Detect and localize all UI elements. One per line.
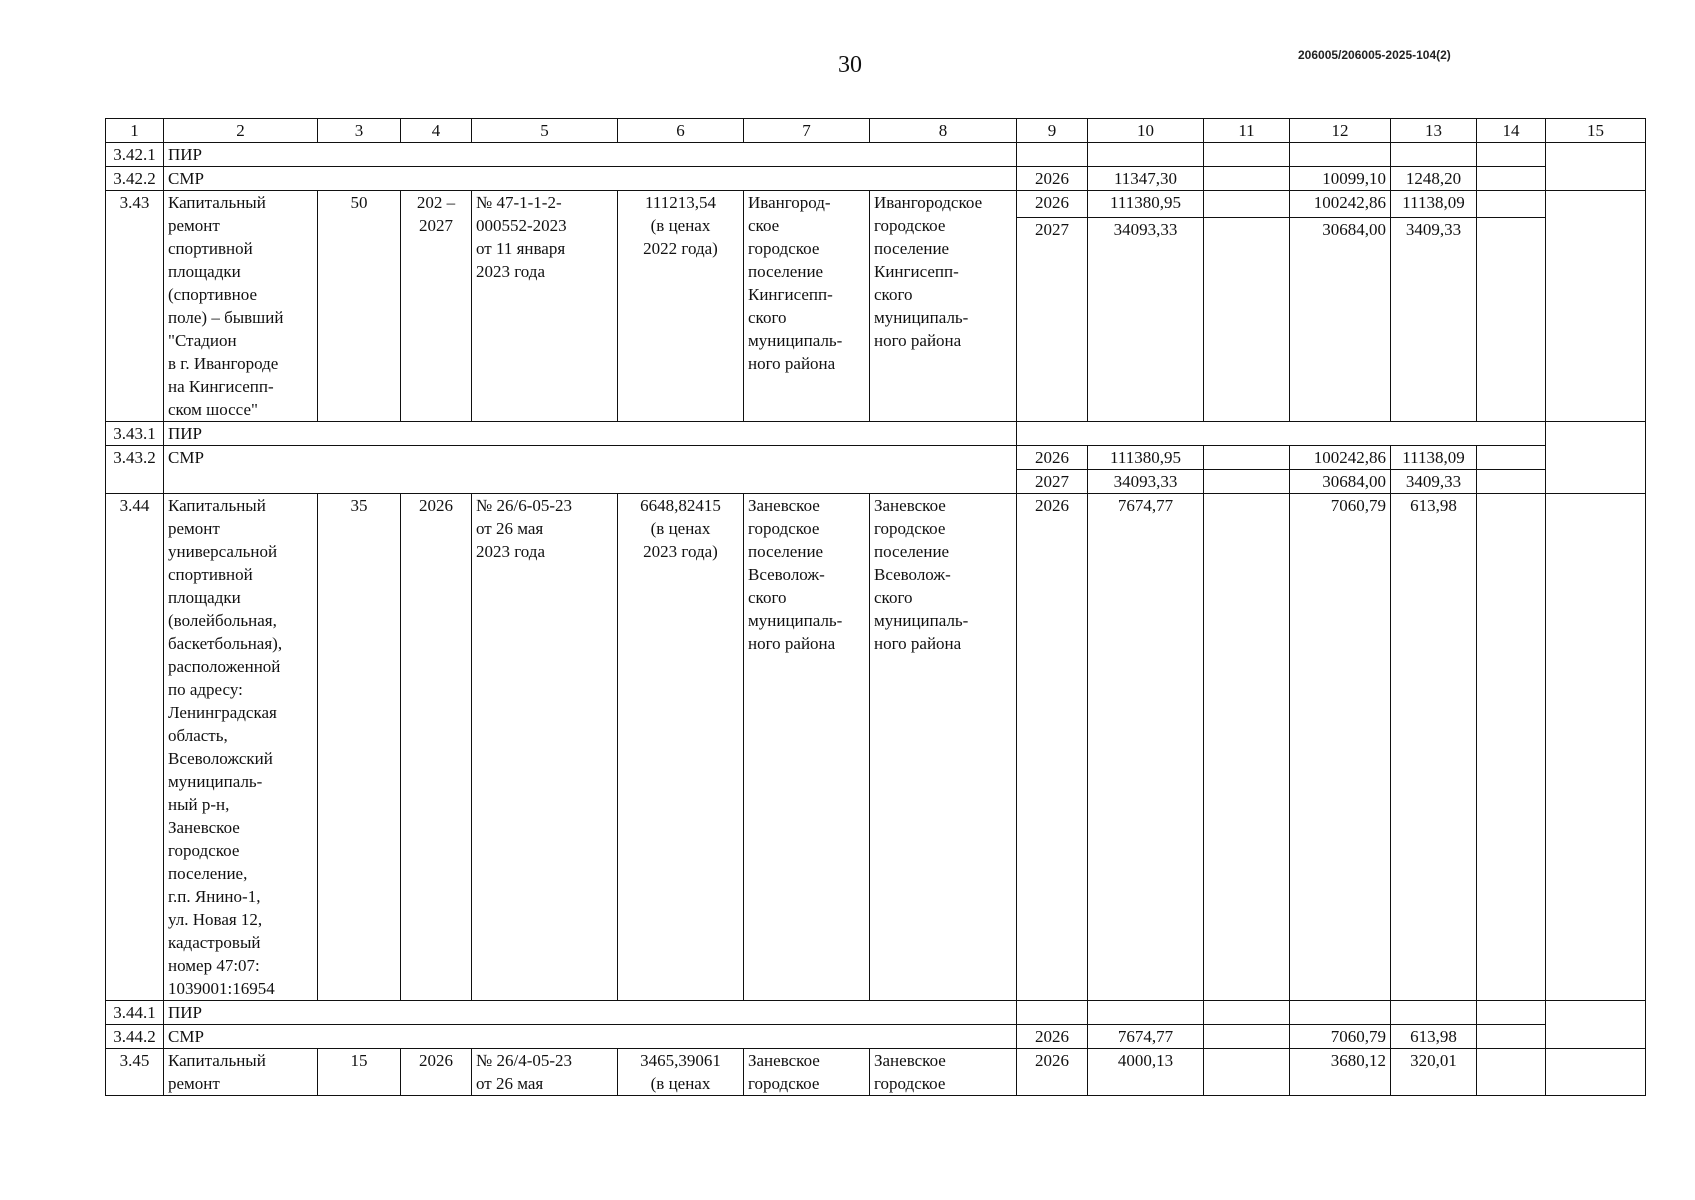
recipient-cell: Ивангородское городское поселение Кингисепп- ского муниципаль- ного района — [870, 191, 1017, 422]
table-row — [106, 1025, 1646, 1049]
page-number: 30 — [838, 52, 862, 78]
year-cell: 2027 — [1017, 470, 1088, 494]
value-cell: 7674,77 — [1088, 1025, 1204, 1049]
column-header: 9 — [1017, 119, 1088, 143]
value-cell: 10099,10 — [1290, 167, 1391, 191]
value-cell: 100242,86 — [1290, 446, 1391, 470]
document-code: 206005/206005-2025-104(2) — [1298, 48, 1451, 62]
table-row — [106, 143, 1646, 167]
expertise-cell: № 26/4-05-23 от 26 мая — [472, 1049, 618, 1096]
header-row — [106, 119, 1646, 143]
row-label: СМР — [164, 167, 1017, 191]
capacity-cell: 15 — [318, 1049, 401, 1096]
period-cell: 2026 — [401, 494, 472, 1001]
row-label: СМР — [164, 1025, 1017, 1049]
value-cell: 4000,13 — [1088, 1049, 1204, 1096]
column-header: 1 — [106, 119, 164, 143]
column-header: 12 — [1290, 119, 1391, 143]
column-header: 4 — [401, 119, 472, 143]
value-cell: 34093,33 — [1088, 470, 1204, 494]
customer-cell: Заневское городское поселение Всеволож- ского муниципаль- ного района — [744, 494, 870, 1001]
value-cell: 11138,09 — [1391, 191, 1477, 218]
value-cell: 7674,77 — [1088, 494, 1204, 1001]
cost-cell: 6648,82415 (в ценах 2023 года) — [618, 494, 744, 1001]
column-header: 11 — [1204, 119, 1290, 143]
row-number: 3.43.2 — [106, 446, 164, 494]
row-number: 3.43 — [106, 191, 164, 422]
table-row — [106, 422, 1646, 446]
value-cell: 111380,95 — [1088, 191, 1204, 218]
column-header: 14 — [1477, 119, 1546, 143]
year-cell: 2026 — [1017, 191, 1088, 218]
object-name: Капитальный ремонт универсальной спортивной площадки (волейбольная, баскетбольная), расположенной по адресу: Ленинградская область, Всеволожский муниципаль- ный р-н, Заневское городское поселение, г.п. Янино-1, ул. Новая 12, кадастровый номер 47:07: 1039001:16954 — [164, 494, 318, 1001]
value-cell: 613,98 — [1391, 494, 1477, 1001]
row-label: ПИР — [164, 422, 1017, 446]
recipient-cell: Заневское городское — [870, 1049, 1017, 1096]
capacity-cell: 50 — [318, 191, 401, 422]
customer-cell: Ивангород- ское городское поселение Кингисепп- ского муниципаль- ного района — [744, 191, 870, 422]
column-header: 8 — [870, 119, 1017, 143]
row-label: ПИР — [164, 143, 1017, 167]
cost-cell: 3465,39061 (в ценах — [618, 1049, 744, 1096]
expertise-cell: № 26/6-05-23 от 26 мая 2023 года — [472, 494, 618, 1001]
year-cell: 2026 — [1017, 167, 1088, 191]
row-number: 3.44.2 — [106, 1025, 164, 1049]
row-number: 3.45 — [106, 1049, 164, 1096]
table-row — [106, 1049, 1646, 1096]
row-label: ПИР — [164, 1001, 1017, 1025]
value-cell: 3409,33 — [1391, 217, 1477, 421]
value-cell: 30684,00 — [1290, 470, 1391, 494]
expertise-cell: № 47-1-1-2- 000552-2023 от 11 января 2023 года — [472, 191, 618, 422]
row-number: 3.42.1 — [106, 143, 164, 167]
table-row — [106, 1001, 1646, 1025]
value-cell: 7060,79 — [1290, 494, 1391, 1001]
capacity-cell: 35 — [318, 494, 401, 1001]
value-cell: 100242,86 — [1290, 191, 1391, 218]
row-label: СМР — [164, 446, 1017, 494]
table-row — [106, 167, 1646, 191]
object-name: Капитальный ремонт — [164, 1049, 318, 1096]
year-cell: 2026 — [1017, 1049, 1088, 1096]
value-cell: 30684,00 — [1290, 217, 1391, 421]
table-row — [106, 191, 1646, 218]
value-cell: 7060,79 — [1290, 1025, 1391, 1049]
column-header: 2 — [164, 119, 318, 143]
value-cell: 11138,09 — [1391, 446, 1477, 470]
value-cell: 613,98 — [1391, 1025, 1477, 1049]
value-cell: 34093,33 — [1088, 217, 1204, 421]
row-number: 3.43.1 — [106, 422, 164, 446]
value-cell: 11347,30 — [1088, 167, 1204, 191]
period-cell: 2026 — [401, 1049, 472, 1096]
program-table — [105, 118, 1646, 1096]
value-cell: 1248,20 — [1391, 167, 1477, 191]
year-cell: 2026 — [1017, 494, 1088, 1001]
row-number: 3.42.2 — [106, 167, 164, 191]
row-number: 3.44.1 — [106, 1001, 164, 1025]
column-header: 5 — [472, 119, 618, 143]
table-row — [106, 494, 1646, 1001]
year-cell: 2026 — [1017, 1025, 1088, 1049]
recipient-cell: Заневское городское поселение Всеволож- ского муниципаль- ного района — [870, 494, 1017, 1001]
value-cell: 111380,95 — [1088, 446, 1204, 470]
column-header: 15 — [1546, 119, 1646, 143]
column-header: 7 — [744, 119, 870, 143]
value-cell: 3409,33 — [1391, 470, 1477, 494]
customer-cell: Заневское городское — [744, 1049, 870, 1096]
column-header: 13 — [1391, 119, 1477, 143]
column-header: 3 — [318, 119, 401, 143]
period-cell: 202 – 2027 — [401, 191, 472, 422]
object-name: Капитальный ремонт спортивной площадки (спортивное поле) – бывший "Стадион в г. Ивангороде на Кингисепп- ском шоссе" — [164, 191, 318, 422]
year-cell: 2027 — [1017, 217, 1088, 421]
table-row — [106, 446, 1646, 470]
cost-cell: 111213,54 (в ценах 2022 года) — [618, 191, 744, 422]
column-header: 6 — [618, 119, 744, 143]
row-number: 3.44 — [106, 494, 164, 1001]
year-cell: 2026 — [1017, 446, 1088, 470]
value-cell: 3680,12 — [1290, 1049, 1391, 1096]
column-header: 10 — [1088, 119, 1204, 143]
value-cell: 320,01 — [1391, 1049, 1477, 1096]
